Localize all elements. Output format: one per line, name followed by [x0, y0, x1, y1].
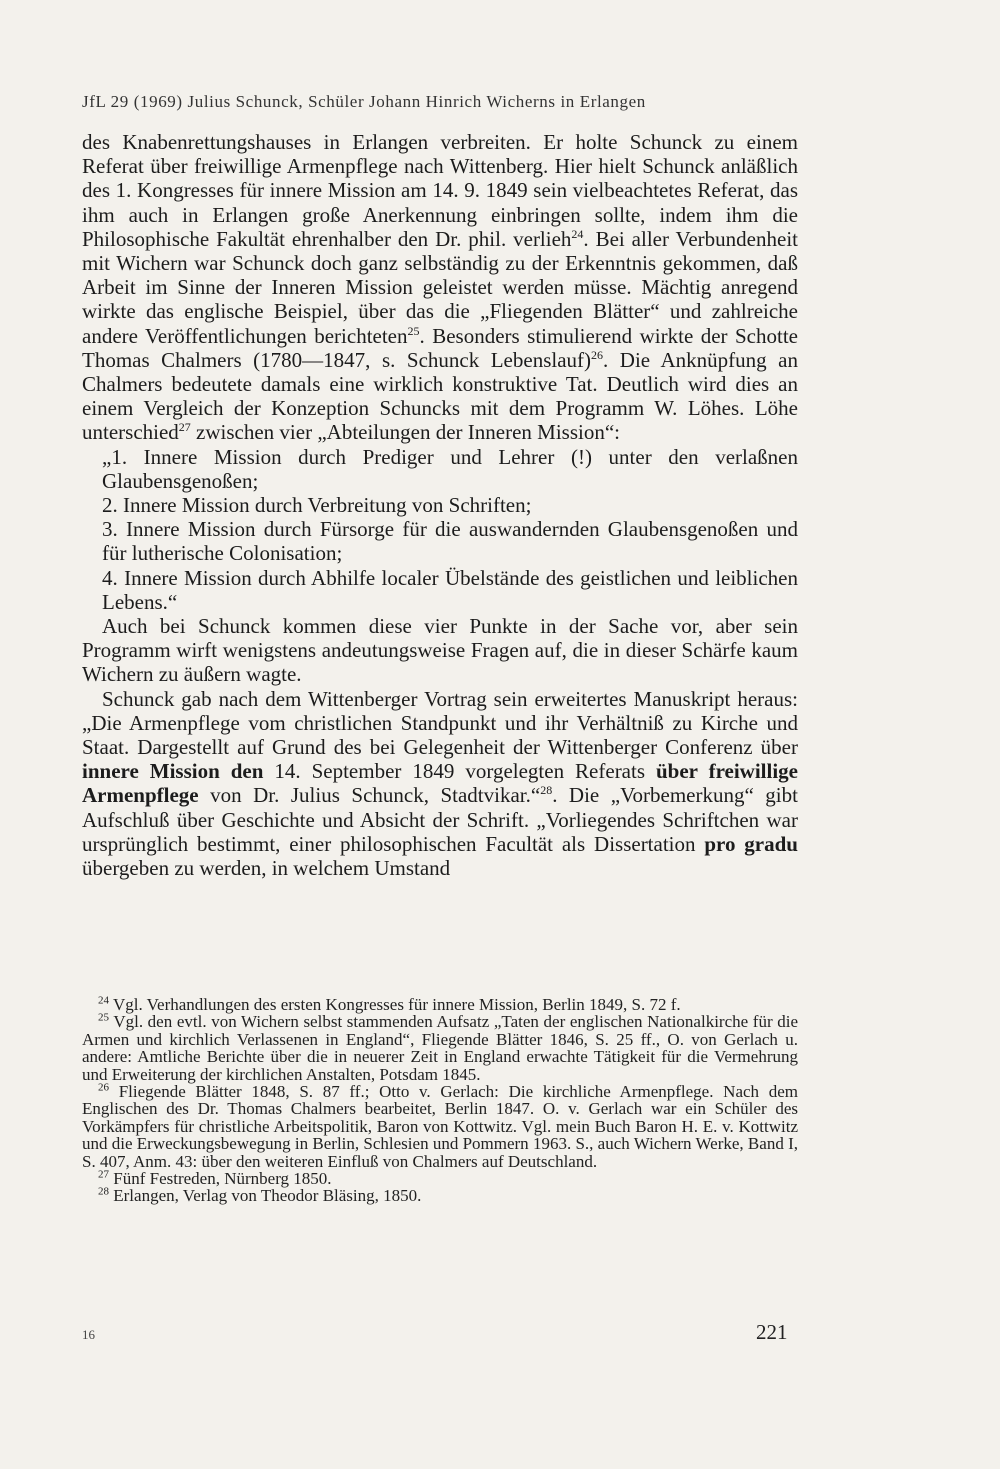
- text-span: . Die Anknüpfung an Chalmers bedeutete damals eine wirklich konstruktive Tat. Deutlich wird dies an einem Vergleich der Konzeption Schuncks mit dem Programm W. Löhes. Löhe unterschied: [82, 347, 798, 445]
- text-span: Schunck gab nach dem Wittenberger Vortrag sein erweitertes Manuskript heraus: „Die Armenpflege vom christlichen Standpunkt und ihr Verhältniß zu Kirche und Staat. Dargestellt auf Grund des bei Gelegenheit der Wittenberger Conferenz über: [82, 686, 798, 760]
- main-text: [82, 130, 798, 880]
- text-span: zwischen vier „Abteilungen der Inneren Mission“:: [190, 420, 620, 445]
- footnote-number: 28: [98, 1185, 109, 1198]
- text-span: . Besonders stimulierend wirkte der Schotte Thomas Chalmers (1780—1847, s. Schunck Lebenslauf): [82, 323, 798, 372]
- printer-signature: 16: [82, 1327, 95, 1342]
- list-item: 4. Innere Mission durch Abhilfe localer Übelstände des geistlichen und leiblichen Lebens.“: [102, 565, 798, 614]
- paragraph-2: Auch bei Schunck kommen diese vier Punkte in der Sache vor, aber sein Programm wirft wenigstens andeutungsweise Fragen auf, die in dieser Schärfe kaum Wichern zu äußern wagte.: [82, 614, 798, 687]
- text-span: von Dr. Julius Schunck, Stadtvikar.“: [198, 783, 541, 808]
- footnote-25: [82, 1013, 798, 1083]
- paragraph-3: [82, 687, 798, 881]
- bold-span: innere Mission den: [82, 759, 264, 784]
- footnote-text: Fünf Festreden, Nürnberg 1850.: [113, 1169, 332, 1189]
- list-item: 3. Innere Mission durch Fürsorge für die auswandernden Glaubensgenoßen und für lutherische Colonisation;: [102, 517, 798, 566]
- running-head: JfL 29 (1969) Julius Schunck, Schüler Johann Hinrich Wicherns in Erlangen: [82, 92, 646, 111]
- footnote-number: 24: [98, 994, 109, 1007]
- footnote-number: 25: [98, 1011, 109, 1024]
- list-item: „1. Innere Mission durch Prediger und Lehrer (!) unter den verlaßnen Glaubensgenoßen;: [102, 444, 798, 493]
- text-span: übergeben zu werden, in welchem Umstand: [82, 856, 451, 881]
- bold-span: über freiwillige Armenpflege: [82, 759, 798, 808]
- quoted-list: [82, 445, 798, 614]
- footnote-24: [82, 996, 798, 1013]
- footnote-ref-28: 28: [540, 783, 553, 798]
- footnote-number: 26: [98, 1081, 109, 1094]
- text-span: . Die „Vorbemerkung“ gibt Aufschluß über Geschichte und Absicht der Schrift. „Vorliegendes Schriftchen war ursprünglich bestimmt, einer philosophischen Facultät als Dissertation: [82, 783, 798, 856]
- footnote-27: [82, 1170, 798, 1187]
- footnotes: [82, 996, 798, 1205]
- text-span: des Knabenrettungshauses in Erlangen verbreiten. Er holte Schunck zu einem Referat über freiwillige Armenpflege nach Wittenberg. Hier hielt Schunck anläßlich des 1. Kongresses für innere Mission am 14. 9. 1849 sein vielbeachtetes Referat, das ihm auch in Erlangen große Anerkennung einbringen sollte, indem ihm die Philosophische Fakultät ehrenhalber den Dr. phil. verlieh: [82, 130, 798, 251]
- text-span: 14. September 1849 vorgelegten Referats: [263, 759, 656, 784]
- footnote-ref-24: 24: [571, 226, 584, 241]
- footnote-number: 27: [98, 1168, 109, 1181]
- paragraph-1: [82, 130, 798, 445]
- bold-span: pro gradu: [704, 831, 798, 856]
- page-number: 221: [756, 1320, 788, 1344]
- footnote-text: Vgl. Verhandlungen des ersten Kongresses für innere Mission, Berlin 1849, S. 72 f.: [112, 995, 681, 1014]
- list-item: 2. Innere Mission durch Verbreitung von Schriften;: [102, 493, 532, 518]
- footnote-ref-27: 27: [178, 420, 191, 435]
- footnote-26: [82, 1083, 798, 1170]
- text-span: . Bei aller Verbundenheit mit Wichern war Schunck doch ganz selbständig zu der Erkenntnis gekommen, daß Arbeit im Sinne der Inneren Mission geleistet werden müsse. Mächtig anregend wirkte das englische Beispiel, über das die „Fliegenden Blätter“ und zahlreiche andere Veröffentlichungen berichteten: [82, 226, 798, 348]
- footnote-ref-25: 25: [407, 323, 420, 338]
- footnote-text: Vgl. den evtl. von Wichern selbst stammenden Aufsatz „Taten der englischen Nationalkirche für die Armen und kirchlich Verlassenen in England“, Fliegende Blätter 1846, S. 25 ff., O. von Gerlach u. andere: Amtliche Berichte über die in neuerer Zeit in England erwachte Tätigkeit für die Vermehrung und Erweiterung der kirchlichen Anstalten, Potsdam 1845.: [82, 1012, 798, 1084]
- footnote-28: [82, 1187, 798, 1204]
- footnote-text: Erlangen, Verlag von Theodor Bläsing, 1850.: [113, 1186, 422, 1206]
- footnote-ref-26: 26: [591, 347, 604, 362]
- footnote-text: Fliegende Blätter 1848, S. 87 ff.; Otto v. Gerlach: Die kirchliche Armenpflege. Nach dem Englischen des Dr. Thomas Chalmers bearbeitet, Berlin 1847. O. v. Gerlach war ein Schüler des Vorkämpfers für christliche Arbeitspolitik, Baron von Kottwitz. Vgl. mein Buch Baron H. E. v. Kottwitz und die Erweckungsbewegung in Berlin, Schlesien und Pommern 1963. S., auch Wichern Werke, Band I, S. 407, Anm. 43: über den weiteren Einfluß von Chalmers auf Deutschland.: [82, 1082, 798, 1171]
